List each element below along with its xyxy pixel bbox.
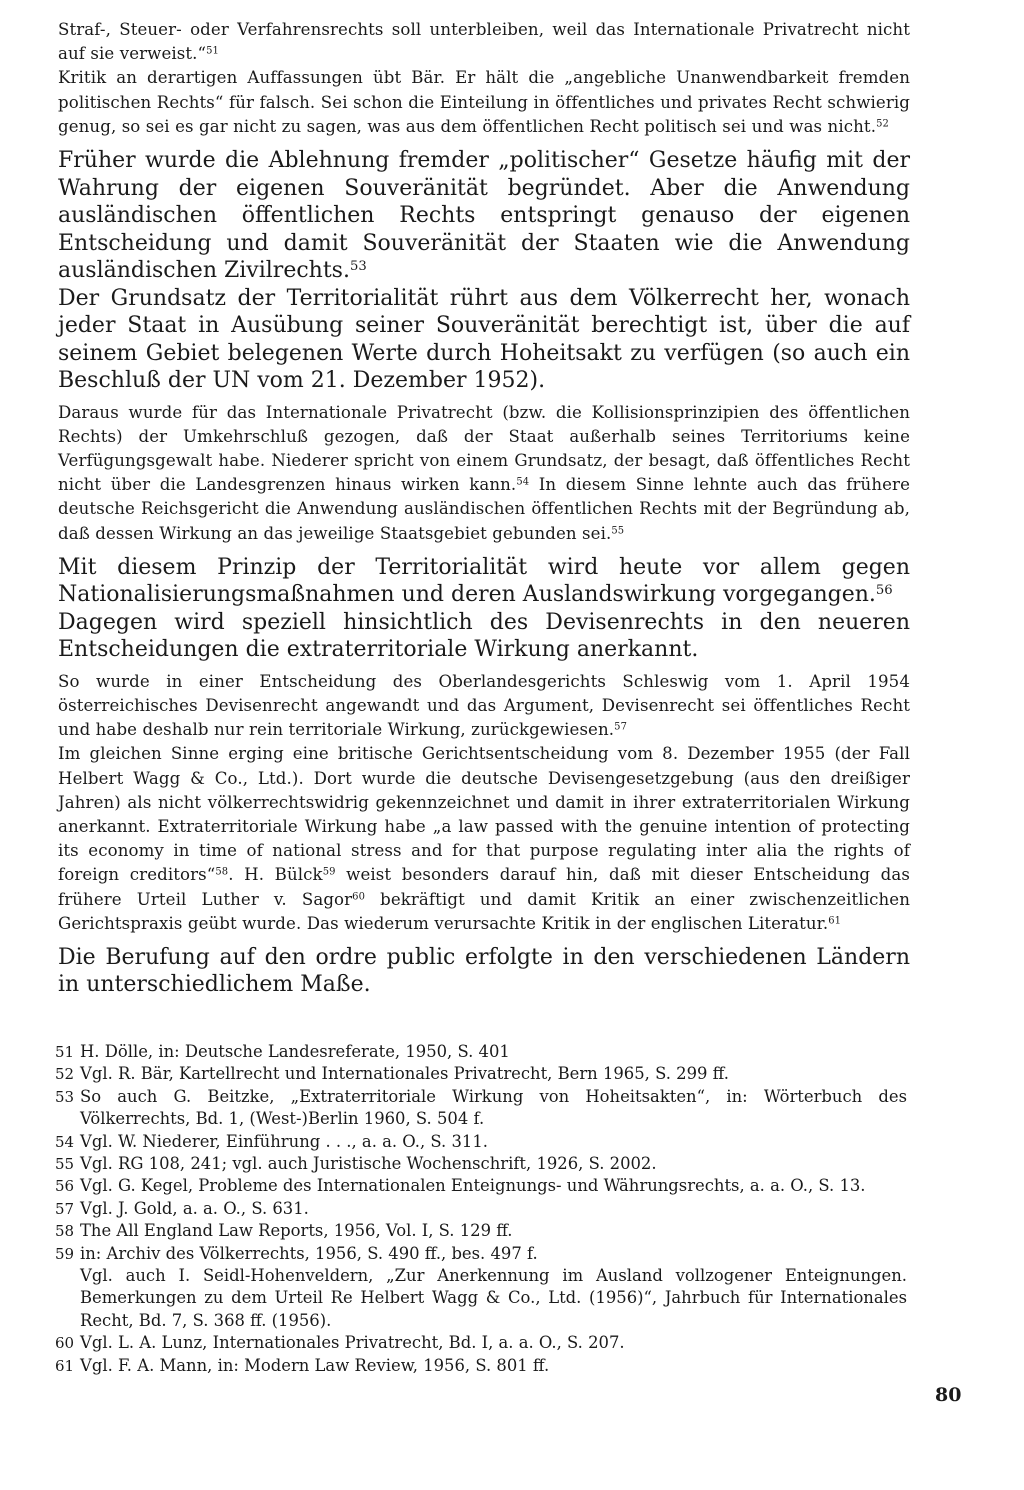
footnote-56: 56 Vgl. G. Kegel, Probleme des Internationalen Enteignungs- und Währungsrechts, a. a. O., S. 13.	[55, 1176, 866, 1196]
footnote-61: 61 Vgl. F. A. Mann, in: Modern Law Review, 1956, S. 801 ff.	[55, 1355, 550, 1375]
paragraph-1: Straf-, Steuer- oder Verfahrensrechts soll unterbleiben, weil das Internationale Privatrecht nicht auf sie verweist.“$^{51}$	[58, 20, 910, 64]
footnote-59-continuation: Vgl. auch I. Seidl-Hohenveldern, „Zur Anerkennung im Ausland vollzogener Enteignungen. Bemerkungen zu dem Urteil Re Helbert Wagg & Co., Ltd. (1956)“, Jahrbuch für Internationales Recht, Bd. 7, S. 368 ff. (1956).	[80, 1266, 907, 1330]
footnote-ref-57: 57	[614, 721, 628, 733]
footnote-52: 52 Vgl. R. Bär, Kartellrecht und Internationales Privatrecht, Bern 1965, S. 299 ff.	[55, 1064, 729, 1084]
footnote-ref-51: 51	[206, 45, 219, 57]
footnote-58: 58 The All England Law Reports, 1956, Vol. I, S. 129 ff.	[55, 1221, 513, 1241]
paragraph-9: Im gleichen Sinne erging eine britische Gerichtsentscheidung vom 8. Dezember 1955 (der Fall Helbert Wagg & Co., Ltd.). Dort wurde die deutsche Devisengesetzgebung (aus den dreißiger Jahren) als nicht völkerrechtswidrig gekennzeichnet und damit in ihrer extraterritorialen Wirkung anerkannt. Extraterritoriale Wirkung habe „a law passed with the genuine intention of protecting its economy in time of national stress and for that purpose regulating inter alia the rights of foreign creditors“$^{58}$. H. Bülck$^{59}$ weist besonders darauf hin, daß mit dieser Entscheidung das frühere Urteil Luther v. Sagor$^{60}$ bekräftigt und damit Kritik an einer zwischenzeitlichen Gerichtspraxis geübt wurde. Das wiederum verursachte Kritik in der englischen Literatur.$^{61}$	[58, 744, 911, 933]
page-number: 80	[935, 1384, 962, 1406]
paragraph-3: Früher wurde die Ablehnung fremder „politischer“ Gesetze häufig mit der Wahrung der eigenen Souveränität begründet. Aber die Anwendung ausländischen öffentlichen Rechts entspringt genauso der eigenen Entscheidung und damit Souveränität der Staaten wie die Anwendung ausländischen Zivilrechts.$^{53}$	[58, 148, 910, 284]
footnote-ref-61: 61	[828, 915, 842, 927]
footnote-ref-60: 60	[352, 891, 366, 903]
footnote-55: 55 Vgl. RG 108, 241; vgl. auch Juristische Wochenschrift, 1926, S. 2002.	[55, 1154, 657, 1174]
paragraph-6: Mit diesem Prinzip der Territorialität wird heute vor allem gegen Nationalisierungsmaßnahmen und deren Auslandswirkung vorgegangen.$^{56}$	[58, 554, 910, 608]
footnote-57: 57 Vgl. J. Gold, a. a. O., S. 631.	[55, 1198, 309, 1218]
footnotes	[55, 1041, 907, 1377]
footnote-ref-52: 52	[876, 118, 889, 130]
paragraph-5: Daraus wurde für das Internationale Privatrecht (bzw. die Kollisionsprinzipien des öffentlichen Rechts) der Umkehrschluß gezogen, daß der Staat außerhalb seines Territoriums keine Verfügungsgewalt habe. Niederer spricht von einem Grundsatz, der besagt, daß öffentliches Recht nicht über die Landesgrenzen hinaus wirken kann.$^{54}$ In diesem Sinne lehnte auch das frühere deutsche Reichsgericht die Anwendung ausländischen öffentlichen Rechts mit der Begründung ab, daß dessen Wirkung an das jeweilige Staatsgebiet gebunden sei.$^{55}$	[58, 402, 910, 543]
paragraph-10: Die Berufung auf den ordre public erfolgte in den verschiedenen Ländern in unterschiedlichem Maße.	[58, 944, 910, 998]
footnote-53: 53 So auch G. Beitzke, „Extraterritoriale Wirkung von Hoheitsakten“, in: Wörterbuch des Völkerrechts, Bd. 1, (West-)Berlin 1960, S. 504 f.	[55, 1086, 907, 1129]
footnote-ref-59: 59	[322, 866, 336, 878]
footnote-54: 54 Vgl. W. Niederer, Einführung . . ., a. a. O., S. 311.	[55, 1131, 488, 1151]
footnote-59: 59 in: Archiv des Völkerrechts, 1956, S. 490 ff., bes. 497 f.	[55, 1243, 538, 1263]
footnote-ref-55: 55	[611, 525, 625, 537]
footnote-ref-53: 53	[349, 258, 367, 274]
footnote-ref-58: 58	[215, 866, 229, 878]
paragraph-4: Der Grundsatz der Territorialität rührt aus dem Völkerrecht her, wonach jeder Staat in Ausübung seiner Souveränität berechtigt ist, über die auf seinem Gebiet belegenen Werte durch Hoheitsakt zu verfügen (so auch ein Beschluß der UN vom 21. Dezember 1952).	[58, 285, 910, 394]
footnote-60: 60 Vgl. L. A. Lunz, Internationales Privatrecht, Bd. I, a. a. O., S. 207.	[55, 1333, 625, 1353]
paragraph-8: So wurde in einer Entscheidung des Oberlandesgerichts Schleswig vom 1. April 1954 österreichisches Devisenrecht angewandt und das Argument, Devisenrecht sei öffentliches Recht und habe deshalb nur rein territoriale Wirkung, zurückgewiesen.$^{57}$	[58, 671, 910, 740]
footnote-ref-54: 54	[516, 476, 530, 488]
main-text	[58, 18, 910, 999]
paragraph-2: Kritik an derartigen Auffassungen übt Bär. Er hält die „angebliche Unanwendbarkeit fremden politischen Rechts“ für falsch. Sei schon die Einteilung in öffentliches und privates Recht schwierig genug, so sei es gar nicht zu sagen, was aus dem öffentlichen Recht politisch sei und was nicht.$^{52}$	[58, 68, 910, 136]
footnote-ref-56: 56	[875, 582, 893, 598]
paragraph-7: Dagegen wird speziell hinsichtlich des Devisenrechts in den neueren Entscheidungen die extraterritoriale Wirkung anerkannt.	[58, 609, 910, 663]
footnote-51: 51 H. Dölle, in: Deutsche Landesreferate, 1950, S. 401	[55, 1042, 510, 1061]
